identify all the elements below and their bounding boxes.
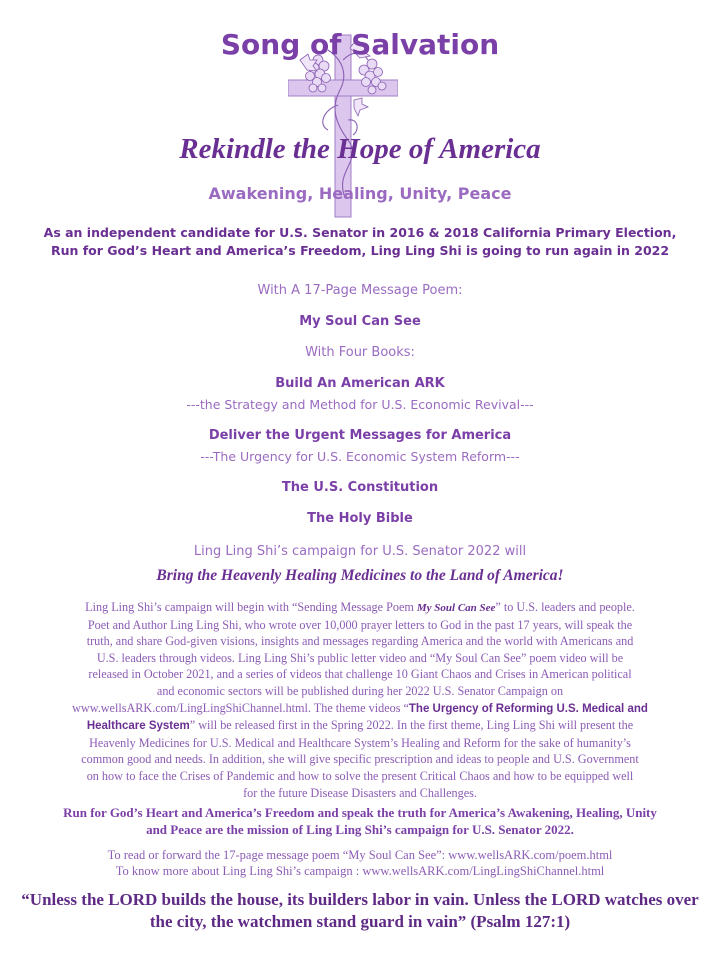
mission-statement: Run for God’s Heart and America’s Freedom and speak the truth for America’s Awakening, Healing, Unity and Peace are the mission of Ling Ling Shi’s campaign for U.S. Senator 2022. bbox=[63, 805, 657, 837]
page-title: Song of Salvation bbox=[220, 28, 500, 61]
book-4-title: The Holy Bible bbox=[307, 511, 413, 526]
poem-lead: With A 17-Page Message Poem: bbox=[257, 283, 463, 298]
poem-title: My Soul Can See bbox=[299, 314, 421, 329]
campaign-lead: Ling Ling Shi’s campaign for U.S. Senator 2022 will bbox=[193, 544, 527, 559]
campaign-link-line[interactable]: To know more about Ling Ling Shi’s campaign : www.wellsARK.com/LingLingShiChannel.html bbox=[115, 864, 605, 878]
intro-line-1: As an independent candidate for U.S. Senator in 2016 & 2018 California Primary Election, bbox=[43, 225, 677, 240]
slogan-heading: Rekindle the Hope of America bbox=[179, 133, 541, 165]
campaign-description: Ling Ling Shi’s campaign will begin with “Sending Message Poem My Soul Can See” to U.S. leaders and people. Poet and Author Ling Ling Shi, who wrote over 10,000 prayer letters to God in the past 17 years, will speak the truth, and share God-given visions, insights and messages regarding America and the world with Americans and U.S. leaders through videos. Ling Ling Shi’s public letter video and “My Soul Can See” poem video will be released in October 2021, and a series of videos that challenge 10 Giant Chaos and Crises in American political and economic sectors will be published during her 2022 U.S. Senator Campaign on www.wellsARK.com/LingLingShiChannel.html. The theme videos “The Urgency of Reforming U.S. Medical and Healthcare System” will be released first in the Spring 2022. In the first theme, Ling Ling Shi will present the Heavenly Medicines for U.S. Medical and Healthcare System’s Healing and Reform for the sake of humanity’s common good and needs. In addition, she will give specific prescription and ideas to people and U.S. Government on how to face the Crises of Pandemic and how to solve the present Critical Chaos and how to be equipped well for the future Disease Disasters and Challenges. bbox=[72, 600, 648, 800]
scripture-quote: “Unless the LORD builds the house, its builders labor in vain. Unless the LORD watches over the city, the watchmen stand guard in vain” (Psalm 127:1) bbox=[21, 890, 699, 931]
links-block bbox=[0, 847, 720, 879]
book-1-title: Build An American ARK bbox=[275, 376, 445, 391]
campaign-slogan: Bring the Heavenly Healing Medicines to the Land of America! bbox=[156, 567, 564, 584]
values-tagline: Awakening, Healing, Unity, Peace bbox=[208, 184, 512, 203]
intro-line-2: Run for God’s Heart and America’s Freedom, Ling Ling Shi is going to run again in 2022 bbox=[50, 243, 670, 258]
book-1-subtitle: ---the Strategy and Method for U.S. Economic Revival--- bbox=[186, 397, 534, 412]
theme-title-inline: The Urgency of Reforming U.S. Medical and bbox=[408, 702, 648, 715]
poem-title-inline: My Soul Can See bbox=[416, 602, 496, 614]
books-lead: With Four Books: bbox=[305, 345, 415, 360]
poem-link-line[interactable]: To read or forward the 17-page message poem “My Soul Can See”: www.wellsARK.com/poem.html bbox=[107, 848, 613, 862]
book-3-title: The U.S. Constitution bbox=[281, 480, 439, 495]
book-2-title: Deliver the Urgent Messages for America bbox=[208, 428, 512, 443]
book-2-subtitle: ---The Urgency for U.S. Economic System Reform--- bbox=[200, 449, 520, 464]
